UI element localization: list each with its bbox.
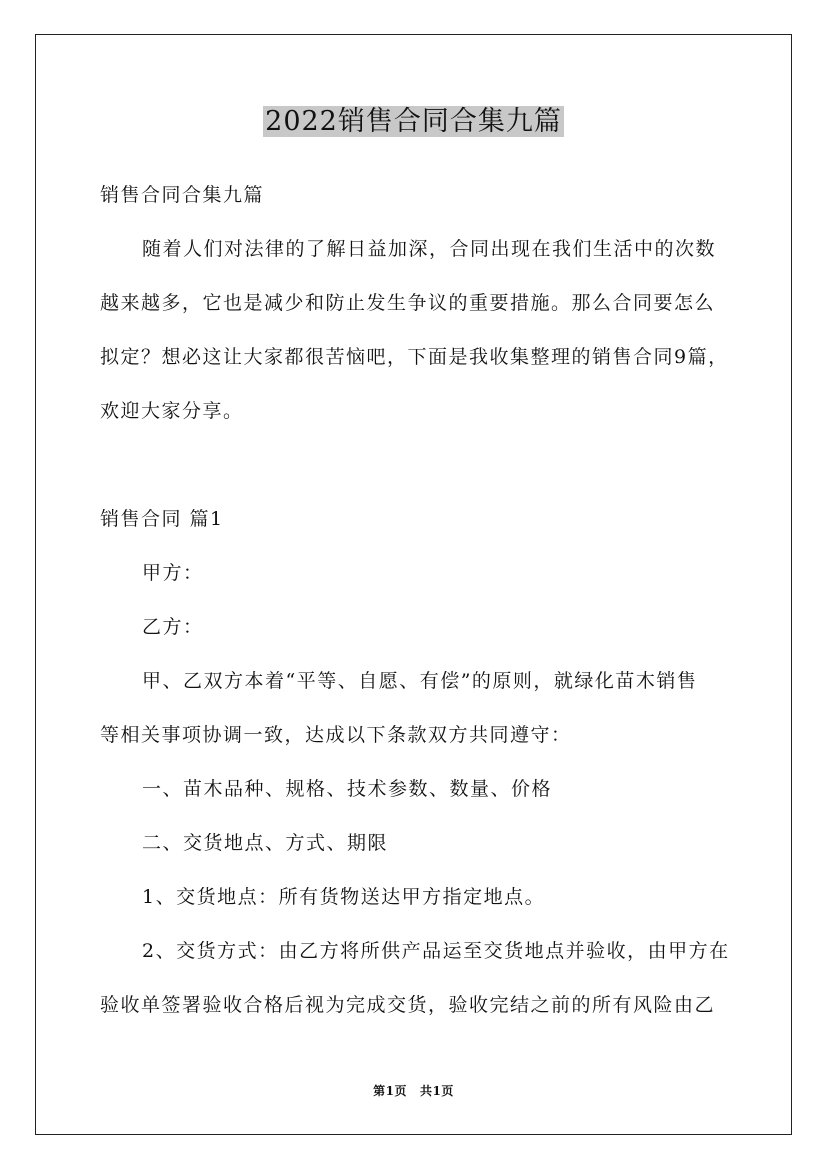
section-heading: 销售合同 篇1 [100,508,224,530]
clause-heading: 二、交货地点、方式、期限 [142,832,389,854]
clause-item: 2、交货方式：由乙方将所供产品运至交货地点并验收，由甲方在 [142,940,730,962]
document-title: 2022销售合同合集九篇 [265,106,562,137]
paragraph-line: 甲、乙双方本着“平等、自愿、有偿”的原则，就绿化苗木销售 [142,670,698,692]
total-pages: 共1页 [419,1084,454,1098]
party-a-field: 甲方： [142,562,204,584]
paragraph-line: 拟定？想必这让大家都很苦恼吧，下面是我收集整理的销售合同9篇， [100,346,729,368]
paragraph-line: 欢迎大家分享。 [100,400,244,422]
party-b-field: 乙方： [142,616,204,638]
document-subtitle: 销售合同合集九篇 [100,184,265,206]
page-number: 第1页 [373,1084,408,1098]
page-footer [0,1081,827,1101]
paragraph-line: 等相关事项协调一致，达成以下条款双方共同遵守： [100,724,572,746]
paragraph-line: 随着人们对法律的了解日益加深，合同出现在我们生活中的次数 [142,238,717,260]
clause-item: 1、交货地点：所有货物送达甲方指定地点。 [142,886,546,908]
paragraph-line: 越来越多，它也是减少和防止发生争议的重要措施。那么合同要怎么 [100,292,716,314]
paragraph-line: 验收单签署验收合格后视为完成交货，验收完结之前的所有风险由乙 [100,994,716,1016]
clause-heading: 一、苗木品种、规格、技术参数、数量、价格 [142,778,553,800]
